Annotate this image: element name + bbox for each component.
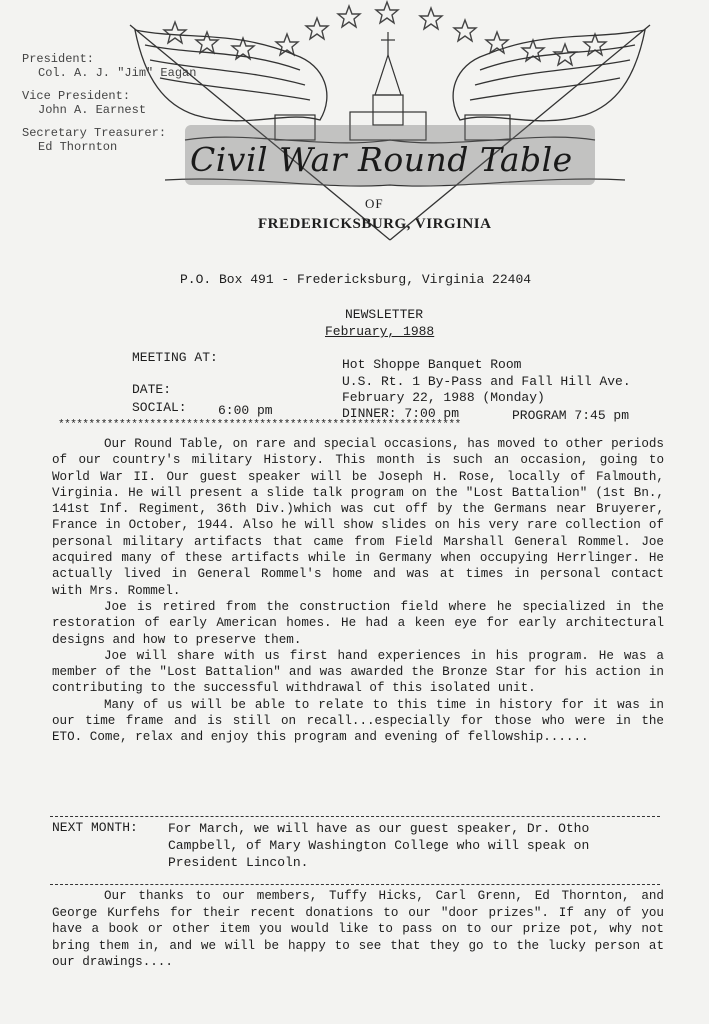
meeting-label: MEETING AT:: [132, 350, 218, 365]
dashed-divider: [50, 884, 660, 885]
next-month-label: NEXT MONTH:: [52, 820, 138, 835]
logo-title: Civil War Round Table: [190, 140, 573, 179]
date-label: DATE:: [132, 382, 172, 397]
officer-name: Ed Thornton: [38, 140, 118, 154]
article-body: [52, 436, 664, 746]
social-label: SOCIAL:: [132, 400, 187, 415]
paragraph: Joe will share with us first hand experiences in his program. He was a member of the "Lost Battalion" and was awarded the Bronze Star for his action in contributing to the successful withdrawal of this isolated unit.: [52, 648, 664, 696]
dashed-divider: [50, 816, 660, 817]
venue-line2: U.S. Rt. 1 By-Pass and Fall Hill Ave.: [342, 374, 631, 389]
newsletter-label: NEWSLETTER: [345, 307, 424, 322]
logo-of: OF: [365, 196, 384, 211]
officer-role: Vice President:: [22, 89, 131, 103]
mailing-address: P.O. Box 491 - Fredericksburg, Virginia 22404: [180, 272, 532, 287]
paragraph: Many of us will be able to relate to this time in history for it was in our time frame and is still on recall...especially for those who were in the ETO. Come, relax and enjoy this program and evening of fellowship......: [52, 697, 664, 745]
newsletter-date: February, 1988: [325, 324, 435, 339]
officer-role: President:: [22, 52, 95, 66]
paragraph: Our Round Table, on rare and special occasions, has moved to other periods of our country's military History. This month is such an occasion, going to World War II. Our guest speaker will be Joseph H. Rose, locally of Falmouth, Virginia. He will present a slide talk program on the "Lost Battalion" (1st Bn., 141st Inf. Regiment, 36th Div.)which was cut off by the Germans near Bruyerer, France in October, 1944. Also he will show slides on his very rare collection of personal military artifacts that came from Field Marshall General Rommel. Joe acquired many of these artifacts while in Germany when occupying Herrlinger. He actually lived in General Rommel's home and was at times in personal contact with Mrs. Rommel.: [52, 437, 664, 598]
date-value: February 22, 1988 (Monday): [342, 390, 545, 405]
logo-city: FREDERICKSBURG, VIRGINIA: [258, 216, 492, 232]
social-time: 6:00 pm: [218, 403, 273, 418]
separator-stars: ******************************************************************: [58, 419, 461, 431]
officer-role: Secretary Treasurer:: [22, 126, 167, 140]
next-month-text: For March, we will have as our guest speaker, Dr. Otho Campbell, of Mary Washington College who will speak on President Lincoln.: [168, 821, 590, 870]
officer-name: John A. Earnest: [38, 103, 147, 117]
paragraph: Our thanks to our members, Tuffy Hicks, Carl Grenn, Ed Thornton, and George Kurfehs for their recent donations to our "door prizes". If any of you have a book or other item you would like to pass on to our prize pot, why not bring them in, and we will be happy to see that they go to the lucky person at our drawings....: [52, 889, 664, 970]
officer-name: Col. A. J. "Jim" Eagan: [38, 66, 197, 80]
program-time: PROGRAM 7:45 pm: [512, 408, 630, 423]
dinner-time: DINNER: 7:00 pm: [342, 406, 460, 421]
thanks-note: [52, 888, 664, 971]
paragraph: Joe is retired from the construction field where he specialized in the restoration of early American homes. He had a keen eye for early architectural designs and how to preserve them.: [52, 599, 664, 647]
venue-line1: Hot Shoppe Banquet Room: [342, 357, 522, 372]
